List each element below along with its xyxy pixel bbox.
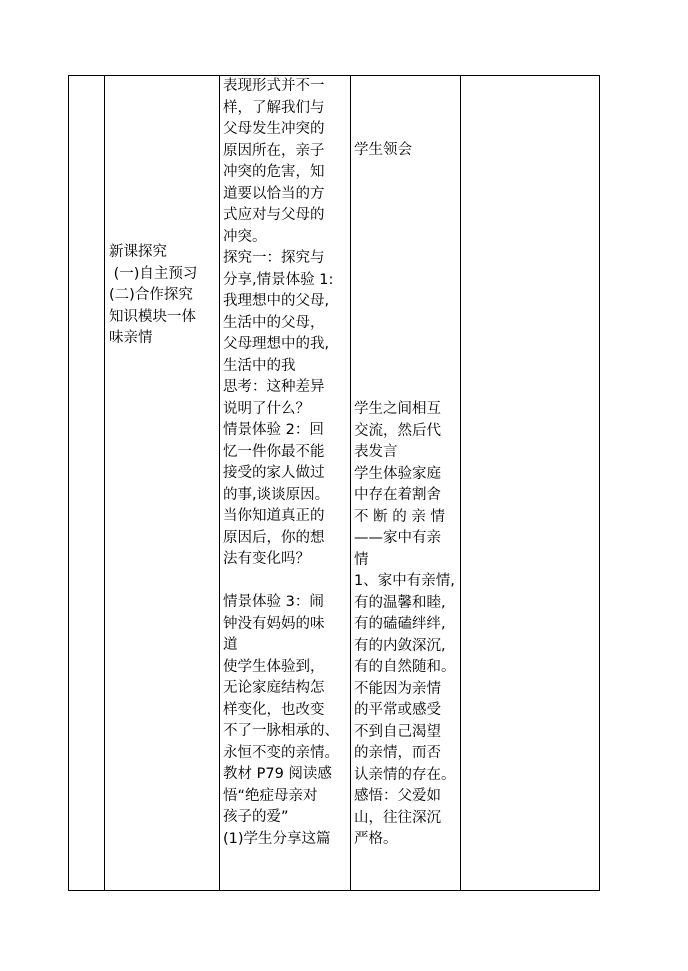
teacher-activity-line: 原因所在，亲子	[223, 142, 325, 159]
student-activity-cell	[354, 399, 456, 851]
lesson-plan-table	[68, 75, 600, 891]
teacher-activity-line: 道要以恰当的方	[223, 185, 325, 202]
student-activity-line: 表发言	[354, 444, 398, 460]
teacher-activity-line: 当你知道真正的	[223, 508, 325, 524]
teacher-activity-line: 忆一件你最不能	[223, 443, 325, 460]
teacher-activity-line: 冲突。	[223, 228, 267, 245]
teacher-activity-line: 说明了什么？	[223, 400, 310, 417]
student-activity-line: 有的内敛深沉,	[354, 637, 446, 654]
teacher-activity-line: (1)学生分享这篇	[223, 830, 331, 847]
teacher-activity-line: 表现形式并不一	[223, 78, 325, 94]
teacher-activity-line: 不了一脉相承的、	[223, 723, 339, 739]
teacher-activity-line: 情景体验 3：闹	[223, 594, 324, 610]
teacher-activity-line: 使学生体验到，	[223, 658, 325, 675]
teacher-activity-line: 我理想中的父母,	[223, 293, 330, 309]
student-activity-line: 不到自己渴望	[354, 723, 441, 740]
teacher-activity-line: 原因后，你的想	[223, 529, 325, 546]
teacher-activity-line: 父母发生冲突的	[223, 121, 325, 137]
student-activity-line: 有的自然随和。	[354, 659, 456, 675]
student-activity-line: 的亲情，而否	[354, 745, 441, 761]
blank-line	[223, 571, 339, 593]
teacher-activity-line: 的事,谈谈原因。	[223, 486, 330, 503]
teacher-activity-line: 接受的家人做过	[223, 465, 325, 481]
teacher-activity-line: 悟“绝症母亲对	[223, 787, 318, 804]
student-activity-line: 有的温馨和睦,	[354, 594, 446, 611]
teacher-activity-line: 教材 P79 阅读感	[223, 766, 332, 782]
section-label-cell	[109, 242, 197, 350]
teacher-activity-cell	[223, 76, 339, 850]
student-activity-line: 不 断 的 亲 情	[354, 508, 445, 525]
student-activity-line: 中存在着割舍	[354, 487, 441, 503]
section-label-line: 新课探究	[109, 244, 167, 260]
column-divider	[460, 76, 461, 890]
student-activity-line: 1、家中有亲情,	[354, 573, 455, 589]
student-activity-line: 严格。	[354, 831, 398, 847]
student-activity-top-cell	[354, 140, 412, 162]
teacher-activity-line: 情景体验 2：回	[223, 422, 324, 438]
student-activity-line: ——家中有亲	[354, 530, 441, 546]
teacher-activity-line: 式应对与父母的	[223, 207, 325, 223]
teacher-activity-line: 孩子的爱”	[223, 809, 289, 825]
student-activity-line: 感悟：父爱如	[354, 788, 441, 804]
teacher-activity-line: 生活中的我	[223, 357, 296, 374]
section-label-line: (二)合作探究	[109, 287, 193, 303]
student-activity-line: 有的磕磕绊绊,	[354, 616, 446, 632]
teacher-activity-line: 分享,情景体验 1:	[223, 271, 334, 288]
teacher-activity-line: 样，了解我们与	[223, 99, 325, 116]
teacher-activity-line: 探究一：探究与	[223, 250, 325, 266]
column-divider	[219, 76, 220, 890]
section-label-line: 知识模块一体	[109, 308, 196, 325]
student-activity-line: 学生领会	[354, 142, 412, 158]
teacher-activity-line: 样变化，也改变	[223, 701, 325, 718]
section-label-line: (一)自主预习	[109, 265, 198, 282]
column-divider	[104, 76, 105, 890]
teacher-activity-line: 道	[223, 637, 238, 653]
teacher-activity-line: 无论家庭结构怎	[223, 680, 325, 696]
student-activity-line: 学生体验家庭	[354, 465, 441, 482]
teacher-activity-line: 父母理想中的我,	[223, 336, 330, 352]
teacher-activity-line: 钟没有妈妈的味	[223, 615, 325, 632]
student-activity-line: 不能因为亲情	[354, 680, 441, 697]
student-activity-line: 学生之间相互	[354, 401, 441, 417]
teacher-activity-line: 生活中的父母，	[223, 314, 325, 331]
student-activity-line: 的平常或感受	[354, 702, 441, 718]
section-label-line: 味亲情	[109, 330, 153, 346]
teacher-activity-line: 永恒不变的亲情。	[223, 744, 339, 761]
student-activity-line: 情	[354, 551, 369, 568]
teacher-activity-line: 思考：这种差异	[223, 379, 325, 395]
student-activity-line: 交流，然后代	[354, 422, 441, 439]
teacher-activity-line: 冲突的危害，知	[223, 164, 325, 180]
student-activity-line: 山，往往深沉	[354, 809, 441, 826]
teacher-activity-line: 法有变化吗？	[223, 551, 310, 567]
column-divider	[350, 76, 351, 890]
student-activity-line: 认亲情的存在。	[354, 766, 456, 783]
